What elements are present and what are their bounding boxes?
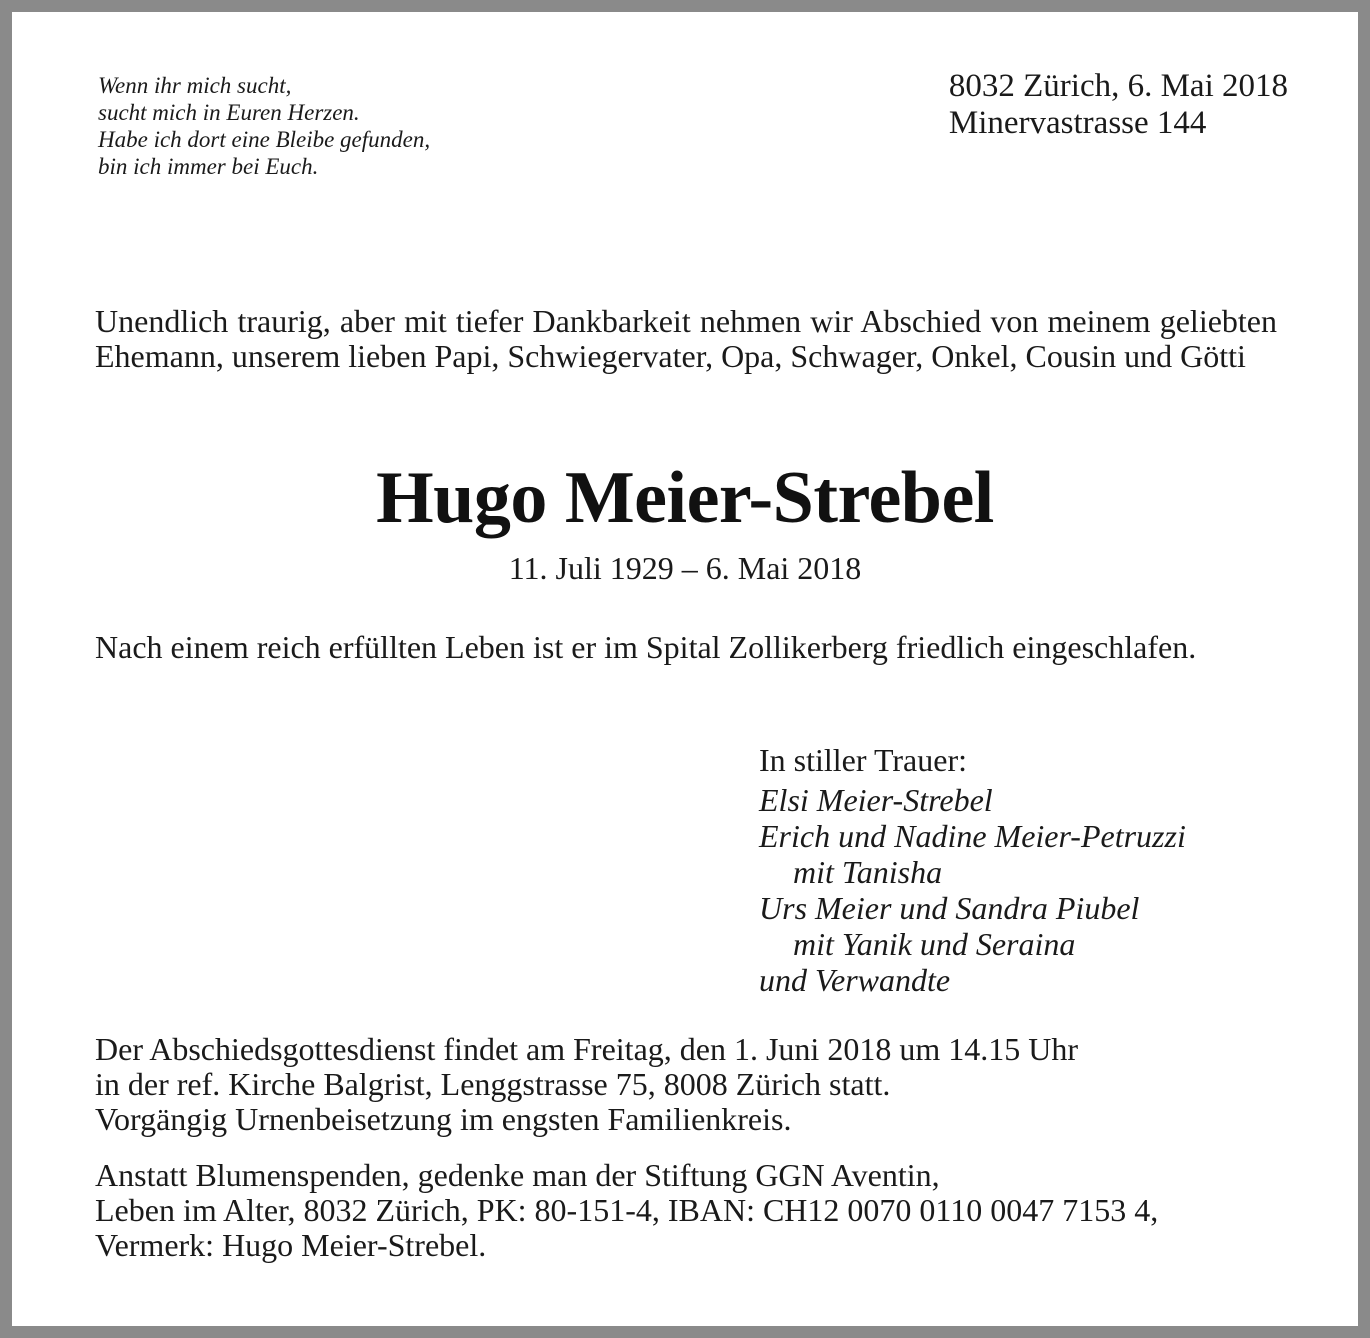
motto-line: sucht mich in Euren Herzen.	[98, 100, 360, 125]
mourner-line: mit Yanik und Seraina	[793, 926, 1076, 962]
city-date: 8032 Zürich, 6. Mai 2018	[948, 68, 1288, 104]
service-line: Der Abschiedsgottesdienst findet am Freitag, den 1. Juni 2018 um 14.15 Uhr	[95, 1031, 1078, 1067]
deceased-name: Hugo Meier-Strebel	[376, 457, 994, 539]
motto-line: bin ich immer bei Euch.	[98, 154, 319, 179]
motto-line: Wenn ihr mich sucht,	[98, 73, 292, 98]
mourner-line: Elsi Meier-Strebel	[759, 782, 993, 818]
mourners-heading: In stiller Trauer:	[759, 742, 967, 778]
donation-line: Leben im Alter, 8032 Zürich, PK: 80-151-4, IBAN: CH12 0070 0110 0047 7153 4,	[95, 1192, 1159, 1228]
place-and-date	[949, 68, 1288, 142]
service-info	[95, 1032, 1078, 1137]
mourner-line: mit Tanisha	[793, 854, 943, 890]
intro-paragraph: Unendlich traurig, aber mit tiefer Dankbarkeit nehmen wir Abschied von meinem geliebten Ehemann, unserem lieben Papi, Schwiegervater, Opa, Schwager, Onkel, Cousin und Götti	[95, 303, 1277, 374]
service-line: Vorgängig Urnenbeisetzung im engsten Familienkreis.	[95, 1101, 792, 1137]
mourner-line: und Verwandte	[759, 962, 951, 998]
donation-line: Anstatt Blumenspenden, gedenke man der Stiftung GGN Aventin,	[95, 1157, 940, 1193]
motto-verse	[98, 72, 430, 180]
life-dates: 11. Juli 1929 – 6. Mai 2018	[508, 550, 862, 586]
passing-paragraph: Nach einem reich erfüllten Leben ist er im Spital Zollikerberg friedlich eingeschlafen.	[95, 629, 1197, 665]
donation-info	[95, 1158, 1158, 1263]
obituary-page	[12, 12, 1358, 1326]
street-address: Minervastrasse 144	[948, 105, 1207, 141]
service-line: in der ref. Kirche Balgrist, Lenggstrasse 75, 8008 Zürich statt.	[95, 1066, 891, 1102]
motto-line: Habe ich dort eine Bleibe gefunden,	[98, 127, 431, 152]
donation-line: Vermerk: Hugo Meier-Strebel.	[95, 1227, 487, 1263]
mourner-line: Erich und Nadine Meier-Petruzzi	[759, 818, 1186, 854]
mourner-line: Urs Meier und Sandra Piubel	[759, 890, 1140, 926]
mourners-block	[759, 742, 1186, 998]
